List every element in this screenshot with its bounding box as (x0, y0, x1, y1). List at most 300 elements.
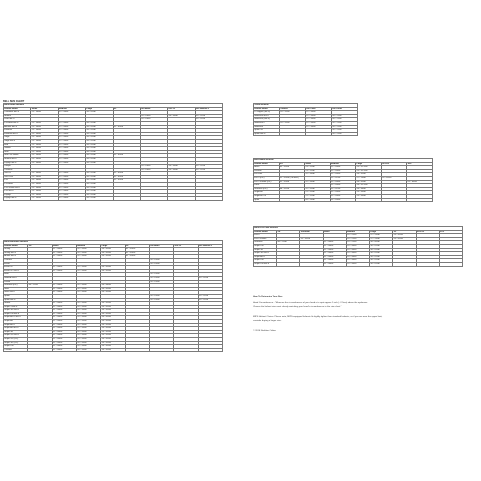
size-cell: 55 - 59cm (330, 194, 356, 198)
size-cell: 52 - 56cm (31, 175, 58, 179)
size-cell: 52 - 56cm (52, 255, 76, 259)
helmet-model-cell: Full 9 Fusion (F/F) (254, 180, 280, 184)
size-cell (306, 132, 332, 136)
helmet-model-cell: 4Forty MIPS (4, 251, 28, 255)
fullface-block (253, 226, 463, 267)
size-cell: 48 - 51cm (279, 187, 305, 191)
size-cell: 58 - 62cm (86, 121, 113, 125)
helmet-model-cell: Super 3 MIPS (4, 305, 28, 309)
helmet-model-cell: Hub (4, 143, 31, 147)
size-cell: 55 - 59cm (76, 251, 100, 255)
helmet-model-cell: Z20 Ghost MIPS (4, 186, 31, 190)
size-cell: 55 - 59cm (330, 169, 356, 173)
column-header: Uni Women's (198, 244, 222, 248)
size-cell: 52 - 56cm (323, 259, 346, 263)
size-cell: 55 - 59cm (346, 252, 369, 256)
size-cell (439, 262, 462, 266)
size-cell: 55 - 59cm (58, 175, 85, 179)
size-cell: 52 - 56cm (305, 180, 331, 184)
helmet-model-cell: Super DH (4, 345, 28, 349)
column-header: Medium (58, 107, 85, 111)
helmet-model-cell: Super 3R MIPS (4, 309, 28, 313)
helmet-model-cell: Gage MIPS (4, 139, 31, 143)
helmet-model-cell: Full 9 (F/F) (254, 176, 280, 180)
size-cell: 54 - 61cm (140, 114, 167, 118)
size-cell: 55 - 59cm (76, 341, 100, 345)
size-cell: 58 - 62cm (86, 139, 113, 143)
column-header: Small (31, 107, 58, 111)
size-cell (407, 198, 433, 202)
helmet-model-cell: Transfer (4, 348, 28, 352)
size-cell: 58 - 63cm (168, 114, 195, 118)
column-header: XL (125, 244, 149, 248)
size-cell: 55 - 59cm (58, 143, 85, 147)
size-cell: 55 - 59cm (58, 172, 85, 176)
column-header: Uni Youth (332, 107, 358, 111)
table-row (254, 198, 433, 202)
size-cell: 58 - 62cm (86, 150, 113, 154)
size-cell: 54 - 61cm (149, 280, 173, 284)
fullface-helmets-table (253, 226, 463, 267)
size-cell: 54 - 61cm (149, 298, 173, 302)
size-cell: 58 - 62cm (101, 320, 125, 324)
column-header: Uni Adult (149, 244, 173, 248)
size-cell: 58 - 63cm (168, 165, 195, 169)
helmet-model-cell: Spark MIPS (4, 298, 28, 302)
size-cell: 58 - 62cm (86, 186, 113, 190)
helmet-model-cell: Event (4, 262, 28, 266)
helmet-model-cell: Full-9 (254, 234, 277, 238)
helmet-model-cell: Super DH MIPS (254, 262, 277, 266)
size-cell: 52 - 56cm (31, 121, 58, 125)
size-cell: 52 - 56cm (52, 327, 76, 331)
column-header: XXL (439, 230, 462, 234)
table-row (4, 197, 223, 201)
size-cell (279, 198, 305, 202)
size-cell: 50 - 57cm (332, 125, 358, 129)
size-cell: 55 - 59cm (58, 125, 85, 129)
size-cell: 55 - 59cm (330, 166, 356, 170)
column-header: Helmet Model (4, 244, 28, 248)
size-cell (416, 262, 439, 266)
size-cell: 47 - 54cm (306, 118, 332, 122)
helmet-model-cell: Event XC (4, 266, 28, 270)
size-cell: 61 - 65cm (125, 255, 149, 259)
helmet-model-cell: Volt RL (4, 172, 31, 176)
column-header: XS/Small (300, 230, 323, 234)
helmet-model-cell: Super 3R (4, 330, 28, 334)
size-cell (300, 262, 323, 266)
mips-note-line-1: MIPS Helmet Choice: Please note, MIPS-equipped helmets fit slightly tighter than standard helmets, so if you are near the upper limit, (253, 316, 383, 318)
size-cell: 58 - 62cm (86, 147, 113, 151)
size-cell: 55 - 59cm (76, 287, 100, 291)
column-header: Helmet Model (254, 162, 280, 166)
size-cell: 52 - 56cm (31, 161, 58, 165)
column-header: Helmet Model (254, 230, 277, 234)
size-cell: 58 - 62cm (86, 157, 113, 161)
size-cell: 54 - 61cm (149, 294, 173, 298)
size-cell: 51 - 55cm (300, 237, 323, 241)
size-cell: 58 - 62cm (101, 287, 125, 291)
column-header: XL/2XL (381, 162, 407, 166)
size-cell: 48 - 51cm (277, 241, 300, 245)
table-row (254, 132, 358, 136)
size-cell: 61 - 65cm (113, 179, 140, 183)
column-header: Large (86, 107, 113, 111)
helmet-model-cell: Super Air (4, 320, 28, 324)
helmet-model-cell: Block (254, 166, 280, 170)
size-cell: 52 - 56cm (31, 193, 58, 197)
size-cell: 55 - 59cm (58, 161, 85, 165)
helmet-model-cell: Super 2R (F/F) (4, 338, 28, 342)
helmet-model-cell: Super Air MIPS (4, 327, 28, 331)
size-cell: 58 - 62cm (370, 244, 393, 248)
size-cell: 55 - 59cm (346, 248, 369, 252)
size-cell: 55 - 59cm (346, 262, 369, 266)
size-cell: 58 - 62cm (86, 132, 113, 136)
section-title: Adult Mountain Helmets (4, 241, 223, 245)
size-cell: 58 - 62cm (101, 248, 125, 252)
size-cell: 50 - 57cm (332, 114, 358, 118)
helmet-model-cell: Stratus (4, 114, 31, 118)
youth-helmets-table (253, 103, 358, 136)
helmet-model-cell: Sidetrack (254, 125, 280, 129)
size-guide-line-2: Choose the helmet size most closely matching your head's circumference in the size chart." (253, 306, 342, 308)
bmx-block (253, 158, 433, 202)
helmet-model-cell: Division (254, 169, 280, 173)
helmet-model-cell: Super 3R MIPS (254, 252, 277, 256)
size-cell (381, 198, 407, 202)
size-cell: 55 - 59cm (58, 139, 85, 143)
helmet-model-cell: Formula MIPS (4, 132, 31, 136)
size-cell: 55 - 59cm (58, 197, 85, 201)
helmet-model-cell: Segment XS (254, 194, 280, 198)
size-cell: 52 - 56cm (323, 262, 346, 266)
size-cell: 55 - 59cm (58, 136, 85, 140)
size-cell: 55 - 59cm (58, 129, 85, 133)
size-cell: 54 - 61cm (149, 273, 173, 277)
column-header: XL (113, 107, 140, 111)
size-cell: 55 - 59cm (76, 316, 100, 320)
size-cell: 58 - 62cm (101, 327, 125, 331)
size-cell: 58 - 62cm (101, 305, 125, 309)
size-cell: 55 - 57cm (346, 241, 369, 245)
size-cell: 55 - 59cm (76, 330, 100, 334)
helmet-model-cell: Formula (4, 129, 31, 133)
size-cell: 58 - 62cm (370, 252, 393, 256)
size-cell: 50 - 57cm (198, 298, 222, 302)
size-cell: 58 - 62cm (86, 175, 113, 179)
size-cell: 58 - 62cm (101, 312, 125, 316)
size-cell: 55 - 59cm (58, 186, 85, 190)
size-cell: 52 - 56cm (31, 186, 58, 190)
size-cell (277, 262, 300, 266)
size-cell: 52 - 56cm (52, 291, 76, 295)
road-helmets-table (3, 103, 223, 201)
youth-block (253, 103, 358, 136)
size-cell: 54 - 61cm (140, 118, 167, 122)
size-cell: 51 - 55cm (XS/SML) (279, 176, 305, 180)
size-cell: 55 - 59cm (58, 190, 85, 194)
column-header: Small (305, 162, 331, 166)
size-cell: 55 - 59cm (76, 338, 100, 342)
column-header: Small (323, 230, 346, 234)
size-cell: 55 - 59cm (330, 180, 356, 184)
helmet-model-cell: Stratus MIPS (4, 157, 31, 161)
column-header: Uni Child (306, 107, 332, 111)
size-cell: 52 - 56cm (305, 173, 331, 177)
size-cell: 55 - 59cm (76, 302, 100, 306)
size-cell: 59 - 63cm (356, 191, 382, 195)
size-cell: 58 - 62cm (101, 330, 125, 334)
size-cell: 58 - 62cm (86, 136, 113, 140)
size-cell: 61 - 63cm (407, 180, 433, 184)
size-cell (198, 348, 222, 352)
helmet-model-cell: Sidetrack (MIPS) (254, 118, 280, 122)
bell-road-block (3, 100, 223, 201)
size-cell: 58 - 62cm (86, 125, 113, 129)
size-cell: 55 - 59cm (76, 291, 100, 295)
size-cell: 58 - 62cm (101, 309, 125, 313)
size-cell: 54 - 61cm (140, 165, 167, 169)
size-cell: 52 - 56cm (31, 132, 58, 136)
size-guide-heading: How To Determine Your Size (253, 296, 283, 298)
size-cell: 50 - 57cm (195, 114, 222, 118)
size-cell: 52 - 56cm (52, 302, 76, 306)
size-cell (125, 348, 149, 352)
size-cell: 58 - 62cm (101, 269, 125, 273)
helmet-model-cell: Hela (4, 273, 28, 277)
size-cell: 52 - 56cm (52, 309, 76, 313)
helmet-model-cell: Spark (4, 294, 28, 298)
column-header: Uni Adult (140, 107, 167, 111)
size-cell: 55 - 57cm (330, 187, 356, 191)
helmet-model-cell: Z20 (4, 179, 31, 183)
helmet-model-cell: Lil Ripper (MIPS) (254, 111, 280, 115)
size-cell (149, 348, 173, 352)
column-header: Uni XL (168, 107, 195, 111)
column-header: Helmet Model (254, 107, 280, 111)
size-cell: 58 - 60cm (101, 284, 125, 288)
column-header: XS (279, 162, 305, 166)
size-cell: 54 - 61cm (149, 262, 173, 266)
section-title: Youth Helmets (254, 104, 358, 108)
helmet-model-cell: Full-9 Fusion (254, 237, 277, 241)
size-cell: 55 - 59cm (346, 244, 369, 248)
size-cell: 52 - 56cm (52, 284, 76, 288)
section-title: Adult Full Face Helmets (254, 227, 463, 231)
size-cell: 58 - 62cm (101, 251, 125, 255)
helmet-model-cell: Segment (254, 191, 280, 195)
size-cell: 55 - 57cm (346, 234, 369, 238)
size-cell: 58 - 60cm (370, 241, 393, 245)
size-cell: 55 - 59cm (58, 193, 85, 197)
size-cell: 61 - 65cm (113, 154, 140, 158)
size-cell: 59 - 61cm (381, 176, 407, 180)
helmet-model-cell: Avenue MIPS (4, 125, 31, 129)
size-cell: 52 - 56cm (31, 190, 58, 194)
helmet-model-cell: Full Flex (254, 173, 280, 177)
column-header: Toddler (280, 107, 306, 111)
column-header: Uni XL (174, 244, 198, 248)
size-cell: 58 - 62cm (86, 143, 113, 147)
size-cell: 61 - 65cm (113, 175, 140, 179)
size-cell: 58 - 62cm (370, 259, 393, 263)
helmet-model-cell: Super 2R MIPS (4, 334, 28, 338)
size-cell: 57 - 59cm (356, 176, 382, 180)
size-cell: 55 - 59cm (58, 150, 85, 154)
size-cell: 52 - 56cm (323, 244, 346, 248)
size-cell: 50 - 57cm (332, 129, 358, 133)
size-cell (168, 197, 195, 201)
size-cell: 55 - 59cm (76, 309, 100, 313)
size-cell: 50 - 57cm (195, 118, 222, 122)
size-cell: 50 - 57cm (332, 118, 358, 122)
size-cell: 51 - 55cm (279, 180, 305, 184)
size-cell (393, 262, 416, 266)
size-cell: 58 - 62cm (370, 262, 393, 266)
size-cell: 55 - 59cm (76, 266, 100, 270)
helmet-model-cell: Piston (4, 280, 28, 284)
copyright-text: © 2016 Nashbar Online (253, 330, 276, 332)
mips-note-line-2: consider buying a larger size. (253, 320, 282, 322)
size-cell: 52 - 56cm (31, 111, 58, 115)
column-header: Large (101, 244, 125, 248)
size-cell: 52 - 56cm (52, 305, 76, 309)
size-cell: 58 - 62cm (86, 111, 113, 115)
column-header: Medium (76, 244, 100, 248)
column-header: XL (393, 230, 416, 234)
size-cell: 58 - 62cm (101, 323, 125, 327)
size-cell: 50 - 57cm (332, 121, 358, 125)
size-cell: 57 - 59cm (370, 234, 393, 238)
size-cell: 55 - 57cm (330, 176, 356, 180)
size-cell: 55 - 57cm (346, 237, 369, 241)
size-cell: 52 - 56cm (52, 323, 76, 327)
size-cell: 52 - 56cm (52, 338, 76, 342)
size-cell: 55 - 59cm (330, 184, 356, 188)
size-cell: 58 - 62cm (101, 316, 125, 320)
size-cell: 52 - 56cm (52, 251, 76, 255)
size-cell: 52 - 56cm (52, 312, 76, 316)
size-cell: 58 - 62cm (370, 248, 393, 252)
size-cell: 55 - 59cm (76, 312, 100, 316)
size-cell: 52 - 56cm (323, 248, 346, 252)
size-cell: 55 - 59cm (76, 334, 100, 338)
section-title: Adult Road Helmets (4, 104, 223, 108)
column-header: Small (52, 244, 76, 248)
helmet-model-cell: Draft MIPS (4, 118, 31, 122)
size-cell: 58 - 62cm (101, 338, 125, 342)
size-cell: 52 - 56cm (52, 266, 76, 270)
size-cell: 47 - 54cm (306, 121, 332, 125)
size-cell: 52 - 56cm (31, 150, 58, 154)
size-cell: 58 - 62cm (101, 345, 125, 349)
helmet-model-cell: Star Pro Shield (4, 154, 31, 158)
helmet-model-cell: Super 3R (254, 248, 277, 252)
table-row (4, 348, 223, 352)
size-cell: 52 - 56cm (31, 147, 58, 151)
size-cell: 55 - 59cm (76, 269, 100, 273)
size-cell (280, 132, 306, 136)
column-header: Uni Women's (195, 107, 222, 111)
column-header: XL/XXL (416, 230, 439, 234)
size-cell: 52 - 56cm (52, 341, 76, 345)
size-cell: 55 - 59cm (58, 154, 85, 158)
size-cell (174, 348, 198, 352)
size-cell: 55 - 59cm (346, 259, 369, 263)
size-cell: 61 - 65cm (113, 125, 140, 129)
size-cell: 59 - 61cm (393, 237, 416, 241)
helmet-model-cell: Event XC MIPS (4, 269, 28, 273)
size-cell: 55 - 59cm (58, 111, 85, 115)
size-cell: 55 - 59cm (58, 121, 85, 125)
size-cell: 52 - 56cm (31, 179, 58, 183)
column-header: Medium (346, 230, 369, 234)
size-cell: 58 - 62cm (101, 266, 125, 270)
size-cell: 55 - 59cm (76, 248, 100, 252)
helmet-model-cell: Zephyr MIPS (4, 161, 31, 165)
size-cell: 53 - 55cm (305, 166, 331, 170)
size-cell: 52 - 56cm (31, 143, 58, 147)
size-cell: 52 - 55cm (305, 187, 331, 191)
size-cell: 58 - 62cm (86, 179, 113, 183)
mountain-helmets-table (3, 240, 223, 352)
size-cell (113, 197, 140, 201)
column-header: Large (370, 230, 393, 234)
size-cell: 58 - 62cm (86, 190, 113, 194)
size-cell: 55 - 59cm (58, 147, 85, 151)
size-cell: 57 - 59cm (370, 237, 393, 241)
helmet-model-cell: Super Air R MIPS (4, 316, 28, 320)
size-cell: 52 - 56cm (31, 125, 58, 129)
helmet-model-cell: Sanction (F/F) (254, 187, 280, 191)
size-cell: 52 - 56cm (52, 334, 76, 338)
size-cell: 52 - 56cm (323, 255, 346, 259)
section-title: BMX/Skate Helmets (254, 159, 433, 163)
column-header: XS (28, 244, 52, 248)
size-cell: 58 - 62cm (101, 291, 125, 295)
column-header: SXL (407, 162, 433, 166)
size-cell: 55 - 59cm (330, 173, 356, 177)
size-cell: 53 - 55cm (305, 169, 331, 173)
size-cell: 58 - 62cm (356, 173, 382, 177)
helmet-model-cell: Gage (4, 136, 31, 140)
helmet-model-cell: Chicane (4, 258, 28, 262)
helmet-model-cell: Tempo (4, 165, 31, 169)
size-cell: 52 - 56cm (31, 157, 58, 161)
size-cell: 50 - 57cm (198, 294, 222, 298)
size-cell: 52 - 56cm (31, 129, 58, 133)
size-cell: 51 - 55cm (305, 191, 331, 195)
size-cell: 58 - 62cm (101, 302, 125, 306)
table-row (254, 262, 463, 266)
helmet-model-cell: Sixer (4, 287, 28, 291)
size-cell: 58 - 62cm (101, 334, 125, 338)
size-cell: 52 - 56cm (52, 316, 76, 320)
size-cell: 52 - 56cm (52, 330, 76, 334)
helmet-model-cell: Sidetrack MIPS (254, 114, 280, 118)
size-cell: 50 - 57cm (332, 132, 358, 136)
helmet-model-cell: Z20 Aero (4, 183, 31, 187)
helmet-model-cell: Z20 Aero MIPS (4, 121, 31, 125)
size-cell (195, 197, 222, 201)
helmet-model-cell: Super DH MIPS (4, 312, 28, 316)
size-cell: 53 - 55cm (330, 198, 356, 202)
size-cell: 58 - 62cm (86, 197, 113, 201)
size-cell: 52 - 56cm (31, 136, 58, 140)
size-cell: 58 - 62cm (370, 255, 393, 259)
